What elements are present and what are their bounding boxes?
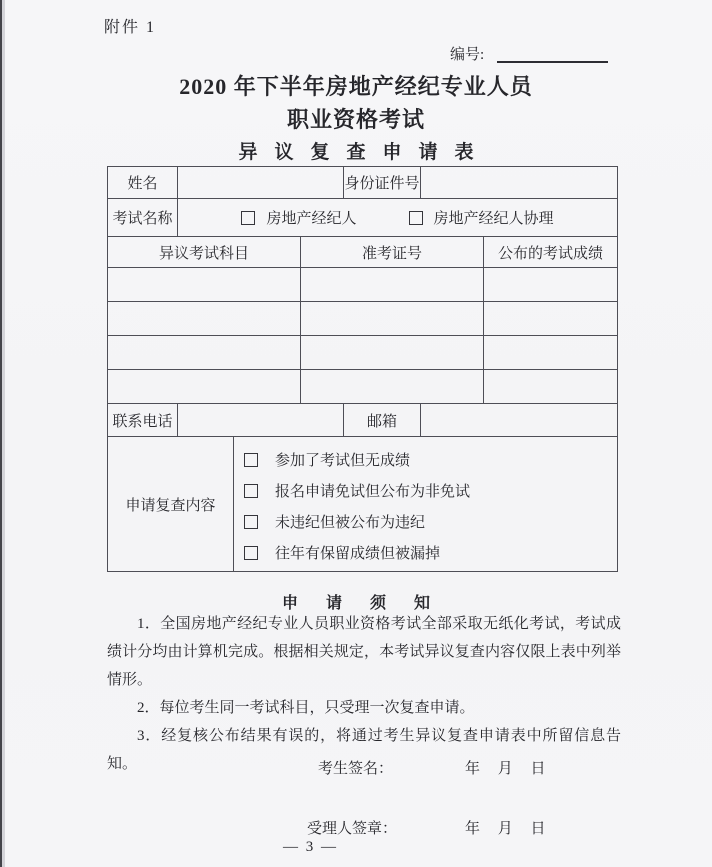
exam-options-cell	[178, 199, 618, 237]
table-row-exam-name	[108, 199, 618, 237]
notice-title: 申请须知	[281, 595, 458, 612]
document-title-line1: 2020 年下半年房地产经纪专业人员	[179, 74, 533, 99]
empty-cell	[108, 336, 301, 370]
document-title-line2: 职业资格考试	[286, 107, 425, 132]
review-option-retained-score	[244, 537, 617, 568]
review-options-cell	[234, 437, 618, 572]
id-input-cell	[421, 167, 618, 199]
receiver-signature-label: 受理人签章：	[307, 821, 398, 837]
header-published-score: 公布的考试成绩	[484, 237, 618, 268]
notice-body	[107, 610, 621, 778]
email-input-cell	[421, 404, 618, 437]
exam-option-assistant	[409, 207, 554, 228]
review-option-label: 报名申请免试但公布为非免试	[275, 484, 471, 500]
empty-cell	[301, 302, 484, 336]
table-row-empty	[108, 302, 618, 336]
table-row-empty	[108, 370, 618, 404]
attachment-label: 附件 1	[104, 19, 157, 36]
empty-cell	[484, 268, 618, 302]
phone-input-cell	[178, 404, 344, 437]
exam-option-agent	[241, 207, 356, 228]
table-row-review-content	[108, 437, 618, 572]
notice-item-2: 2．每位考生同一考试科目，只受理一次复查申请。	[137, 700, 475, 716]
phone-label: 联系电话	[108, 404, 178, 437]
empty-cell	[108, 268, 301, 302]
review-option-label: 往年有保留成绩但被漏掉	[275, 546, 441, 562]
empty-cell	[301, 336, 484, 370]
empty-cell	[108, 302, 301, 336]
empty-cell	[301, 370, 484, 404]
exam-option-label: 房地产经纪人	[266, 211, 357, 227]
id-label: 身份证件号	[344, 167, 421, 199]
table-row-contact	[108, 404, 618, 437]
review-option-label: 未违纪但被公布为违纪	[275, 515, 426, 531]
checkbox-icon	[244, 515, 258, 529]
empty-cell	[484, 370, 618, 404]
empty-cell	[108, 370, 301, 404]
form-title: 异议复查申请表	[238, 142, 491, 163]
name-input-cell	[178, 167, 344, 199]
candidate-signature-label: 考生签名：	[318, 761, 394, 777]
table-header-row	[108, 237, 618, 268]
checkbox-icon	[244, 546, 258, 560]
page-number: — 3 —	[283, 839, 338, 855]
number-blank-line	[497, 42, 608, 63]
empty-cell	[484, 302, 618, 336]
review-content-label: 申请复查内容	[108, 437, 234, 572]
checkbox-icon	[241, 211, 255, 225]
notice-item-3: 3．经复核公布结果有误的，将通过考生异议复查申请表中所留信息告知。	[107, 728, 621, 772]
exam-option-label: 房地产经纪人协理	[433, 211, 554, 227]
receiver-date-fields: 年 月 日	[465, 821, 546, 837]
review-option-label: 参加了考试但无成绩	[275, 453, 411, 469]
checkbox-icon	[244, 484, 258, 498]
number-label: 编号:	[450, 47, 485, 63]
exam-name-label: 考试名称	[108, 199, 178, 237]
review-option-exemption	[244, 475, 617, 506]
table-row-empty	[108, 336, 618, 370]
name-label: 姓名	[108, 167, 178, 199]
candidate-date-fields: 年 月 日	[465, 761, 546, 777]
review-option-no-score	[244, 444, 617, 475]
application-form-table	[107, 166, 618, 572]
empty-cell	[484, 336, 618, 370]
header-subject: 异议考试科目	[108, 237, 301, 268]
notice-item-1: 1．全国房地产经纪专业人员职业资格考试全部采取无纸化考试，考试成绩计分均由计算机完成。根据相关规定，本考试异议复查内容仅限上表中列举情形。	[107, 616, 621, 688]
empty-cell	[301, 268, 484, 302]
review-option-violation	[244, 506, 617, 537]
header-admission-number: 准考证号	[301, 237, 484, 268]
table-row-name	[108, 167, 618, 199]
checkbox-icon	[409, 211, 423, 225]
table-row-empty	[108, 268, 618, 302]
email-label: 邮箱	[344, 404, 421, 437]
checkbox-icon	[244, 453, 258, 467]
